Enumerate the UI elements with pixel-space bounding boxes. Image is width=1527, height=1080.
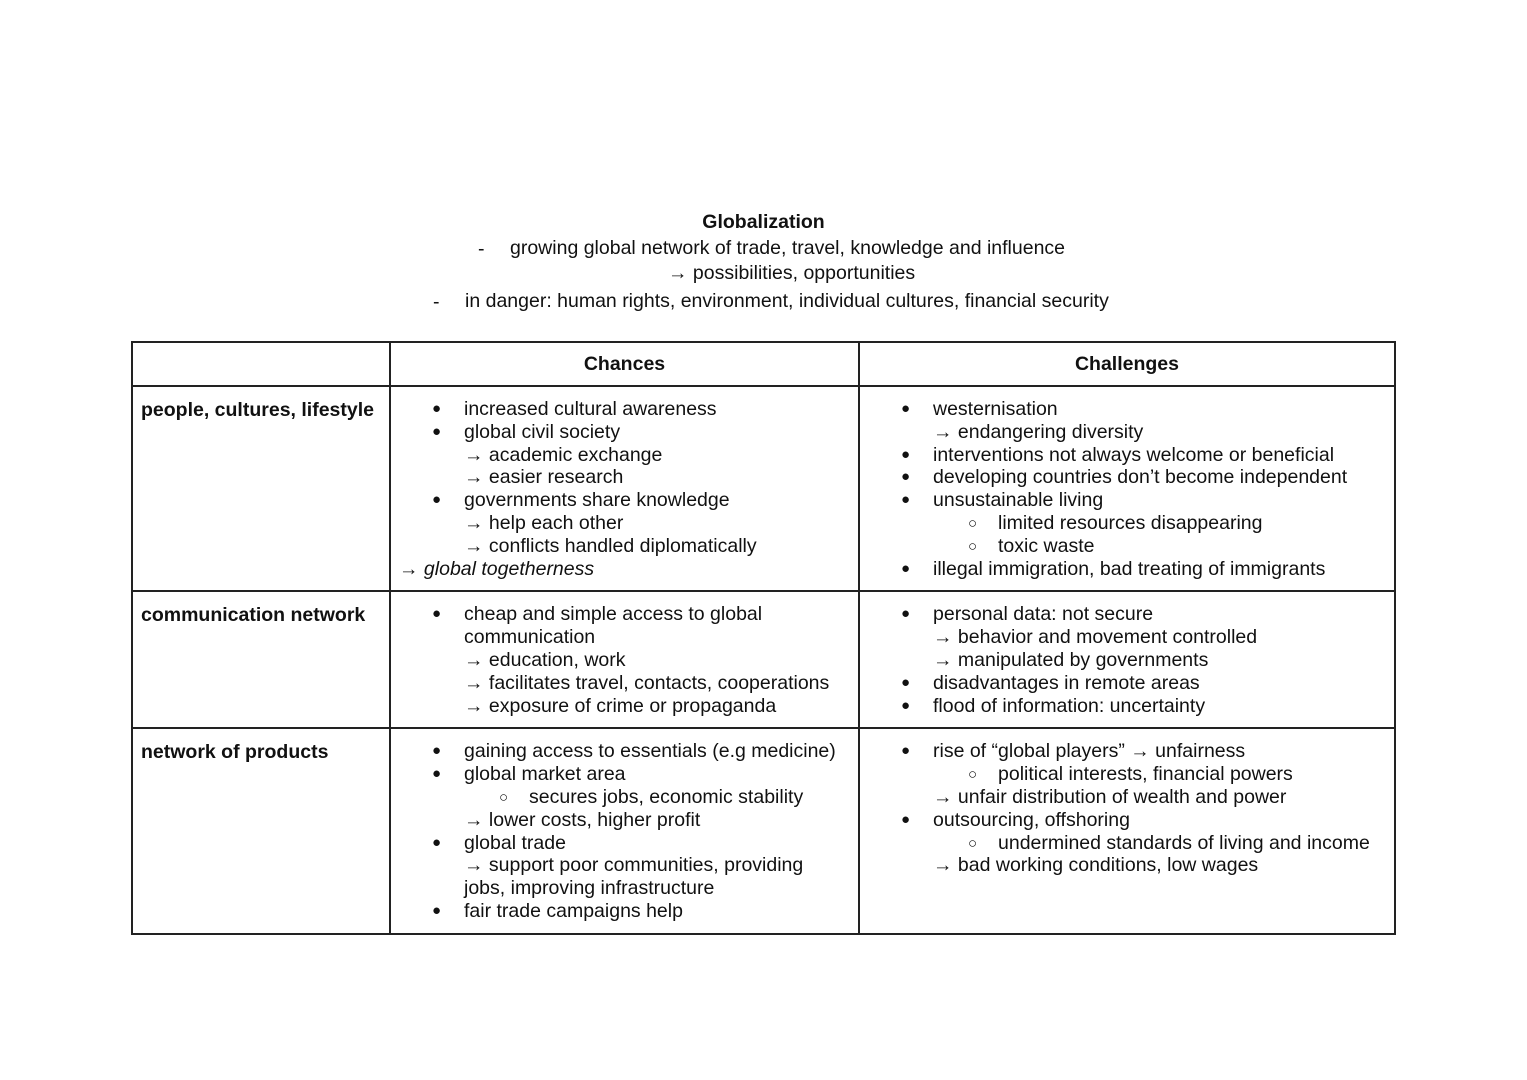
item-text: → exposure of crime or propaganda <box>464 694 777 717</box>
sub-bullet-item <box>860 535 1394 558</box>
item-text: → unfair distribution of wealth and power <box>933 785 1287 808</box>
indented-line <box>391 672 858 695</box>
item-text: personal data: not secure <box>933 603 1154 626</box>
document-title: Globalization <box>702 211 825 233</box>
bullet-icon: ● <box>901 468 911 486</box>
item-text: governments share knowledge <box>464 489 730 512</box>
item-text: rise of “global players” → unfairness <box>933 740 1246 763</box>
bullet-item <box>391 603 858 626</box>
header-point-1: growing global network of trade, travel, knowledge and influence <box>510 237 1066 259</box>
challenges-cell <box>859 591 1395 728</box>
item-text: outsourcing, offshoring <box>933 808 1130 831</box>
bullet-item <box>860 444 1394 467</box>
item-text: → endangering diversity <box>933 420 1144 443</box>
item-text: developing countries don’t become independent <box>933 466 1348 489</box>
item-text: communication <box>464 626 596 649</box>
indented-line <box>391 877 858 900</box>
bullet-item <box>860 672 1394 695</box>
circle-bullet-icon: ○ <box>968 514 978 532</box>
item-text: fair trade campaigns help <box>464 899 683 922</box>
column-header-chances: Chances <box>390 342 859 386</box>
indented-line <box>391 512 858 535</box>
indented-line <box>391 695 858 718</box>
circle-bullet-icon: ○ <box>499 788 509 806</box>
indented-line <box>391 854 858 877</box>
item-text: → bad working conditions, low wages <box>933 854 1259 877</box>
item-text: global civil society <box>464 420 621 443</box>
indented-line <box>391 649 858 672</box>
circle-bullet-icon: ○ <box>968 537 978 555</box>
bullet-icon: ● <box>432 901 442 919</box>
item-text: → behavior and movement controlled <box>933 626 1258 649</box>
item-text: → global togetherness <box>399 557 595 580</box>
item-text: global market area <box>464 763 626 786</box>
bullet-item <box>391 398 858 421</box>
bullet-icon: ● <box>901 605 911 623</box>
header-point-1-arrow: → possibilities, opportunities <box>668 262 916 284</box>
item-text: jobs, improving infrastructure <box>464 877 715 900</box>
bullet-icon: ● <box>901 810 911 828</box>
item-text: global trade <box>464 831 566 854</box>
item-text: gaining access to essentials (e.g medicine) <box>464 740 836 763</box>
bullet-item <box>391 740 858 763</box>
bullet-icon: ● <box>432 400 442 417</box>
item-text: increased cultural awareness <box>464 398 717 420</box>
row-label: network of products <box>132 728 390 933</box>
circle-bullet-icon: ○ <box>968 766 978 784</box>
bullet-item <box>860 489 1394 512</box>
item-text: → easier research <box>464 466 624 489</box>
bullet-icon: ● <box>901 559 911 577</box>
item-text: illegal immigration, bad treating of immigrants <box>933 557 1326 580</box>
item-text: → help each other <box>464 511 624 534</box>
row-label: communication network <box>132 591 390 728</box>
item-text: political interests, financial powers <box>998 763 1293 786</box>
item-text: toxic waste <box>998 534 1095 557</box>
bullet-icon: ● <box>432 765 442 783</box>
item-text: → education, work <box>464 648 626 671</box>
bullet-item <box>860 398 1394 421</box>
chances-cell <box>390 386 859 591</box>
bullet-icon: ● <box>901 400 911 417</box>
item-text: → conflicts handled diplomatically <box>464 534 757 557</box>
item-text: → academic exchange <box>464 443 663 466</box>
item-text: cheap and simple access to global <box>464 603 763 626</box>
item-text: → facilitates travel, contacts, cooperations <box>464 671 830 694</box>
item-text: → support poor communities, providing <box>464 854 804 877</box>
conclusion-line <box>391 558 858 581</box>
bullet-item <box>860 695 1394 718</box>
challenges-cell <box>859 386 1395 591</box>
bullet-item <box>391 489 858 512</box>
indented-line <box>391 809 858 832</box>
bullet-icon: ● <box>432 605 442 623</box>
bullet-icon: ● <box>432 491 442 509</box>
challenges-cell <box>859 728 1395 933</box>
indented-line <box>391 626 858 649</box>
indented-line <box>391 444 858 467</box>
chances-cell <box>390 728 859 933</box>
bullet-item <box>860 558 1394 581</box>
table-row <box>132 728 1395 933</box>
dash-marker: - <box>478 238 485 260</box>
item-text: undermined standards of living and income <box>998 831 1370 854</box>
column-header-challenges: Challenges <box>859 342 1395 386</box>
sub-bullet-item <box>391 786 858 809</box>
item-text: secures jobs, economic stability <box>529 785 804 808</box>
indented-line <box>860 421 1394 444</box>
item-text: → manipulated by governments <box>933 648 1209 671</box>
dash-marker: - <box>433 291 440 313</box>
indented-line <box>860 786 1394 809</box>
item-text: → lower costs, higher profit <box>464 808 701 831</box>
document-header <box>0 209 1527 313</box>
item-text: westernisation <box>933 398 1058 420</box>
bullet-icon: ● <box>432 833 442 851</box>
bullet-item <box>391 832 858 855</box>
column-header-empty <box>132 342 390 386</box>
item-text: limited resources disappearing <box>998 511 1263 534</box>
bullet-item <box>391 900 858 923</box>
sub-bullet-item <box>860 512 1394 535</box>
header-point-2: in danger: human rights, environment, individual cultures, financial security <box>465 290 1109 312</box>
bullet-icon: ● <box>901 673 911 691</box>
table-header-row <box>132 342 1395 386</box>
bullet-icon: ● <box>432 422 442 440</box>
indented-line <box>391 466 858 489</box>
item-text: disadvantages in remote areas <box>933 671 1200 694</box>
bullet-icon: ● <box>901 491 911 509</box>
table-row <box>132 591 1395 728</box>
sub-bullet-item <box>860 832 1394 855</box>
bullet-item <box>860 466 1394 489</box>
bullet-item <box>391 763 858 786</box>
indented-line <box>860 649 1394 672</box>
bullet-icon: ● <box>901 445 911 463</box>
chances-cell <box>390 591 859 728</box>
bullet-icon: ● <box>901 742 911 760</box>
indented-line <box>860 854 1394 877</box>
bullet-item <box>860 809 1394 832</box>
bullet-icon: ● <box>432 742 442 760</box>
bullet-icon: ● <box>901 696 911 714</box>
circle-bullet-icon: ○ <box>968 834 978 852</box>
table-row <box>132 386 1395 591</box>
item-text: interventions not always welcome or beneficial <box>933 443 1335 466</box>
item-text: flood of information: uncertainty <box>933 694 1206 717</box>
chances-challenges-table <box>131 341 1396 935</box>
indented-line <box>860 626 1394 649</box>
row-label: people, cultures, lifestyle <box>132 386 390 591</box>
item-text: unsustainable living <box>933 489 1104 512</box>
sub-bullet-item <box>860 763 1394 786</box>
indented-line <box>391 535 858 558</box>
bullet-item <box>860 740 1394 763</box>
bullet-item <box>391 421 858 444</box>
bullet-item <box>860 603 1394 626</box>
